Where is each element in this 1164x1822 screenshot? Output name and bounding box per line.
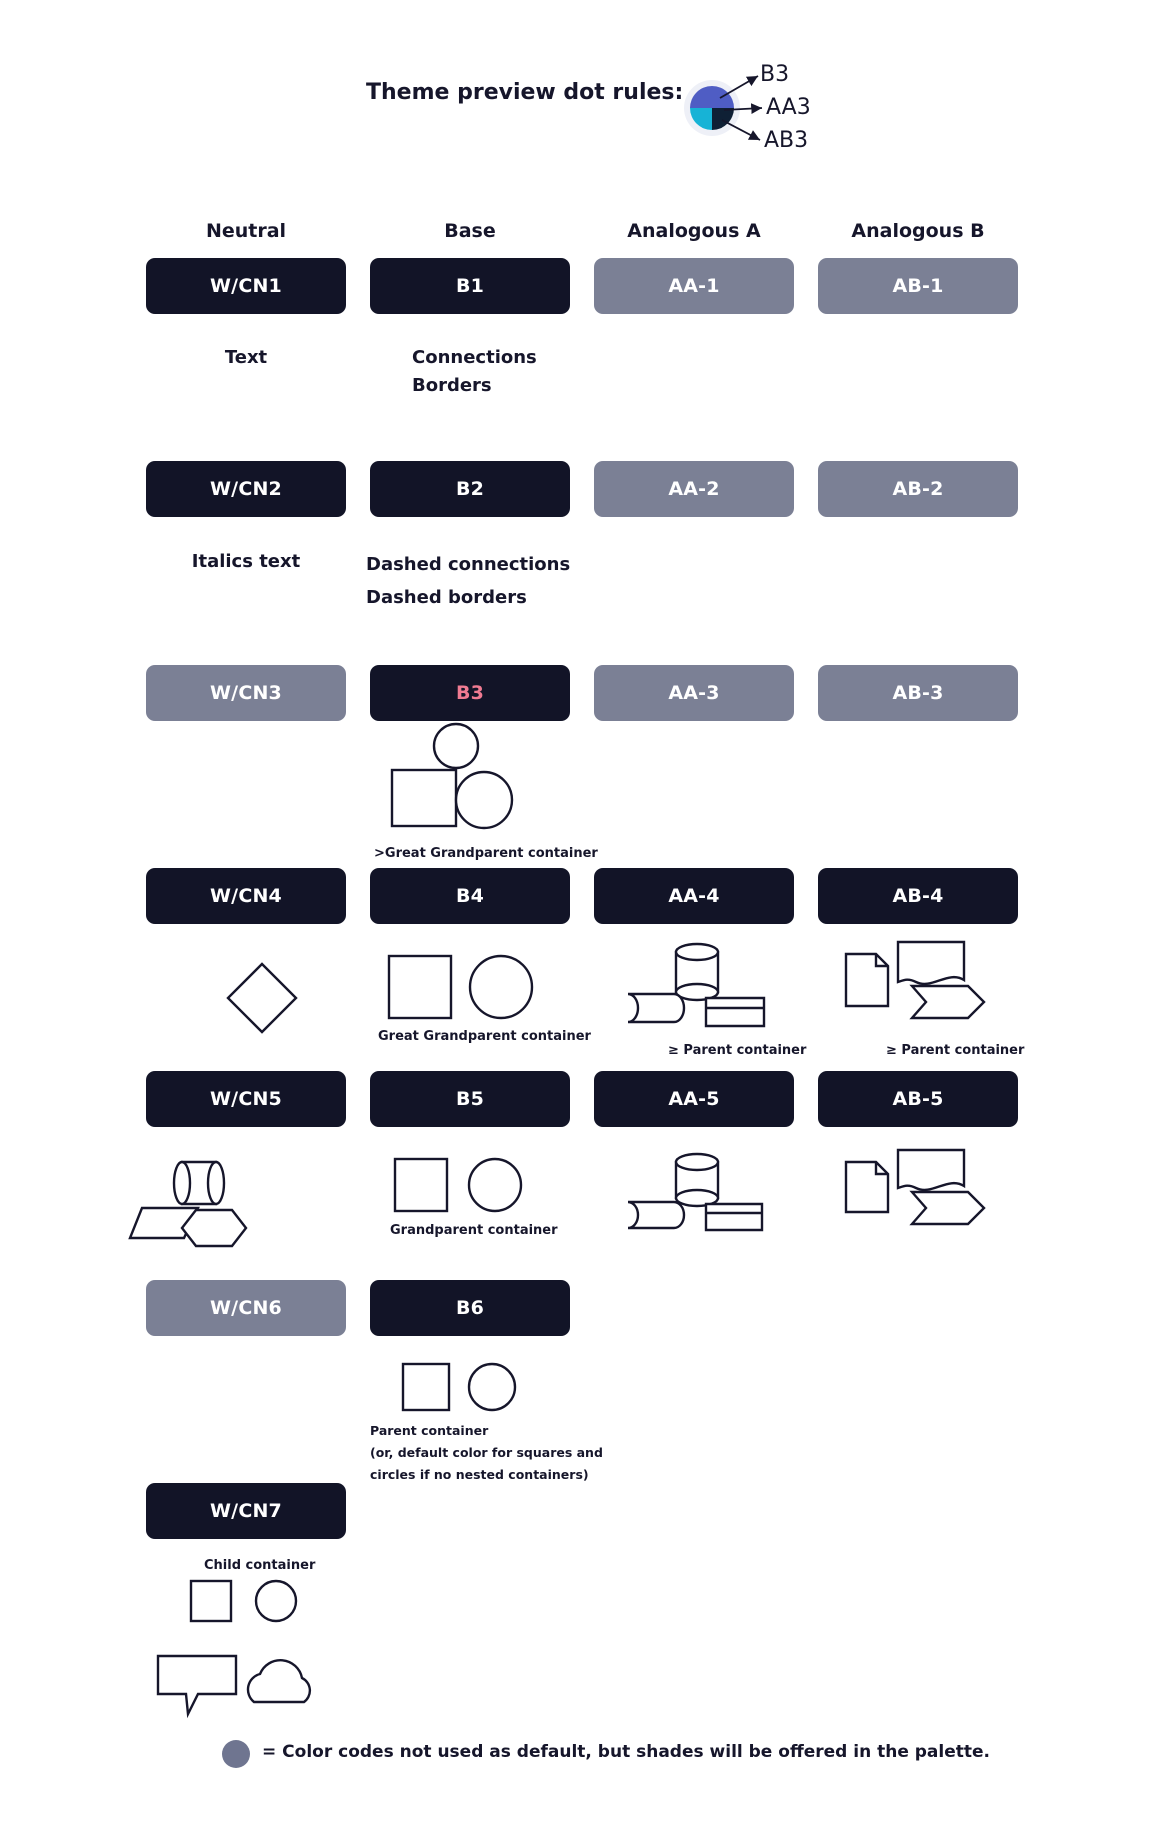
swatch-b5[interactable]: B5	[370, 1071, 570, 1127]
swatch-wcn5[interactable]: W/CN5	[146, 1071, 346, 1127]
column-header-analogous-b: Analogous B	[851, 220, 985, 242]
caption-base-grandparent: Grandparent container	[390, 1223, 558, 1238]
swatch-wcn7[interactable]: W/CN7	[146, 1483, 346, 1539]
column-header-base: Base	[444, 220, 496, 242]
column-header-analogous-a: Analogous A	[627, 220, 761, 242]
swatch-wcn6[interactable]: W/CN6	[146, 1280, 346, 1336]
swatch-ab-3[interactable]: AB-3	[818, 665, 1018, 721]
caption-aa-parent-container: ≥ Parent container	[668, 1043, 807, 1058]
swatch-wcn2[interactable]: W/CN2	[146, 461, 346, 517]
caption-neutral-child-container: Child container	[204, 1558, 316, 1573]
swatch-wcn4[interactable]: W/CN4	[146, 868, 346, 924]
dot-callout-ab3: AB3	[764, 128, 809, 153]
swatch-b1[interactable]: B1	[370, 258, 570, 314]
swatch-b4[interactable]: B4	[370, 868, 570, 924]
dot-callout-aa3: AA3	[766, 95, 811, 120]
swatch-ab-4[interactable]: AB-4	[818, 868, 1018, 924]
theme-preview-dot-group	[678, 62, 908, 158]
swatch-aa-5[interactable]: AA-5	[594, 1071, 794, 1127]
caption-neutral-text: Text	[224, 347, 268, 368]
swatch-ab-2[interactable]: AB-2	[818, 461, 1018, 517]
glyph-group-wcn5	[132, 1152, 292, 1252]
swatch-aa-1[interactable]: AA-1	[594, 258, 794, 314]
caption-base-great-grandparent: Great Grandparent container	[378, 1029, 591, 1044]
caption-base-parent-container-line2: (or, default color for squares and	[370, 1445, 603, 1460]
caption-base-borders: Borders	[412, 375, 492, 396]
glyph-group-square-circle-b6	[400, 1360, 520, 1414]
legend-text: = Color codes not used as default, but shades will be offered in the palette.	[262, 1742, 991, 1762]
caption-base-dashed-connections: Dashed connections	[366, 554, 571, 575]
legend-dot-icon	[222, 1740, 250, 1768]
dot-callout-b3: B3	[760, 62, 790, 87]
swatch-b6[interactable]: B6	[370, 1280, 570, 1336]
swatch-aa-3[interactable]: AA-3	[594, 665, 794, 721]
swatch-b3[interactable]: B3	[370, 665, 570, 721]
caption-base-parent-container-line1: Parent container	[370, 1423, 489, 1438]
glyph-group-aa5	[620, 1152, 780, 1242]
caption-base-greater-great-grandparent: >Great Grandparent container	[374, 846, 598, 861]
swatch-b2[interactable]: B2	[370, 461, 570, 517]
swatch-wcn1[interactable]: W/CN1	[146, 258, 346, 314]
glyph-group-square-circle-wcn7	[188, 1578, 298, 1624]
caption-base-connections: Connections	[412, 347, 537, 368]
glyph-group-square-circle-b5	[392, 1155, 532, 1217]
theme-preview-rules-label: Theme preview dot rules:	[366, 80, 684, 105]
glyph-group-ab5	[842, 1148, 1002, 1240]
glyph-group-ab4	[842, 938, 1002, 1034]
swatch-aa-2[interactable]: AA-2	[594, 461, 794, 517]
caption-neutral-italics-text: Italics text	[191, 551, 301, 572]
glyph-group-great-grandparent-plus	[378, 722, 568, 842]
glyph-diamond	[222, 958, 302, 1038]
glyph-group-callout-cloud	[150, 1648, 330, 1728]
caption-base-dashed-borders: Dashed borders	[366, 587, 527, 608]
glyph-group-square-circle-b4	[386, 952, 536, 1024]
caption-ab-parent-container: ≥ Parent container	[886, 1043, 1025, 1058]
column-header-neutral: Neutral	[205, 220, 287, 242]
swatch-aa-4[interactable]: AA-4	[594, 868, 794, 924]
glyph-group-aa4	[620, 942, 780, 1032]
swatch-wcn3[interactable]: W/CN3	[146, 665, 346, 721]
caption-base-parent-container-line3: circles if no nested containers)	[370, 1467, 589, 1482]
swatch-ab-1[interactable]: AB-1	[818, 258, 1018, 314]
swatch-ab-5[interactable]: AB-5	[818, 1071, 1018, 1127]
